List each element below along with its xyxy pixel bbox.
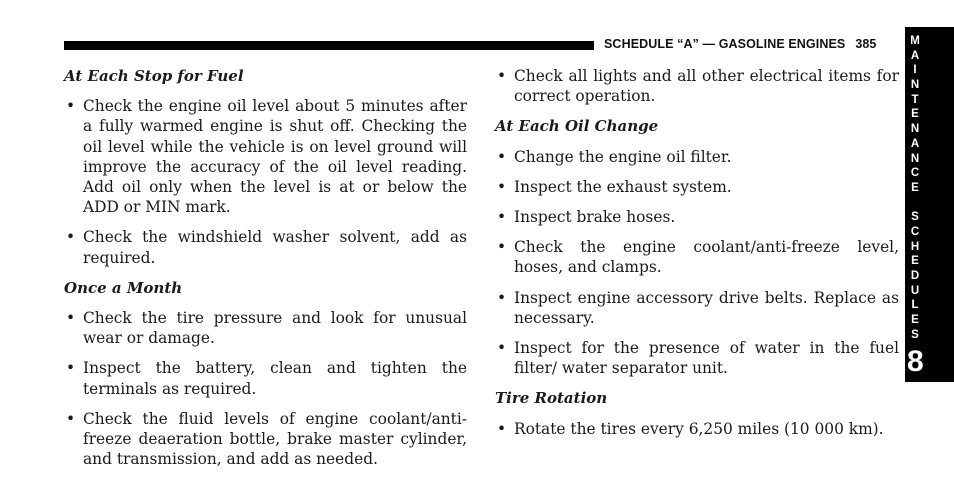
bullet-list [495,66,899,106]
list-item: • Change the engine oil filter. [495,147,899,167]
tab-letter: C [910,167,920,180]
tab-letter: S [911,211,919,224]
list-item: • Check all lights and all other electrical items for correct operation. [495,66,899,106]
list-item: • Inspect the exhaust system. [495,177,899,197]
right-column [495,66,899,449]
tab-letter: S [911,328,919,341]
section-heading: Once a Month [64,278,183,297]
tab-letter: N [910,123,920,136]
tab-letter: E [911,314,919,327]
section-heading: At Each Stop for Fuel [64,67,244,85]
tab-letter: I [913,64,917,77]
section-heading: At Each Oil Change [495,117,659,136]
header-title: SCHEDULE “A” — GASOLINE ENGINES [604,37,846,51]
bullet-list [64,308,467,469]
list-item: • Inspect the battery, clean and tighten the terminals as required. [64,358,467,398]
running-header [604,37,876,51]
list-item: • Rotate the tires every 6,250 miles (10 000 km). [495,419,899,439]
chapter-side-tab[interactable] [905,27,954,382]
list-item: • Check the engine oil level about 5 minutes after a fully warmed engine is shut off. Checking the oil level while the vehicle is on level ground will improve the accuracy of the oil level reading. Add oil only when the level is at or below the ADD or MIN mark. [64,96,467,217]
tab-letter: E [911,108,919,121]
tab-letter: T [911,93,919,106]
tab-letter: N [910,79,920,92]
page-number: 385 [855,37,877,51]
tab-letter: C [910,225,920,238]
tab-letter: U [910,284,920,297]
tab-letter: M [910,35,920,47]
tab-letter: L [911,299,919,312]
tab-letter: A [910,137,920,150]
left-column [64,66,467,479]
tab-letter: N [910,152,920,165]
side-tab-letters [905,34,925,342]
tab-letter: A [910,49,920,62]
list-item: • Inspect brake hoses. [495,207,899,227]
list-item: • Check the fluid levels of engine coolant/anti-freeze deaeration bottle, brake master cylinder, and transmission, and add as needed. [64,409,467,470]
bullet-list [495,419,899,439]
list-item: • Check the engine coolant/anti-freeze level, hoses, and clamps. [495,237,899,277]
bullet-list [64,96,467,268]
list-item: • Inspect for the presence of water in the fuel filter/ water separator unit. [495,338,899,378]
list-item: • Check the tire pressure and look for unusual wear or damage. [64,308,467,348]
list-item: • Inspect engine accessory drive belts. Replace as necessary. [495,288,899,328]
chapter-number: 8 [907,345,924,378]
header-rule [64,41,594,50]
section-heading: Tire Rotation [495,389,608,408]
tab-letter: H [910,240,920,253]
list-item: • Check the windshield washer solvent, add as required. [64,227,467,267]
tab-letter: E [911,181,919,194]
tab-letter-spacer [905,196,925,211]
tab-letter: E [911,255,919,268]
tab-letter: D [910,270,920,282]
bullet-list [495,147,899,379]
